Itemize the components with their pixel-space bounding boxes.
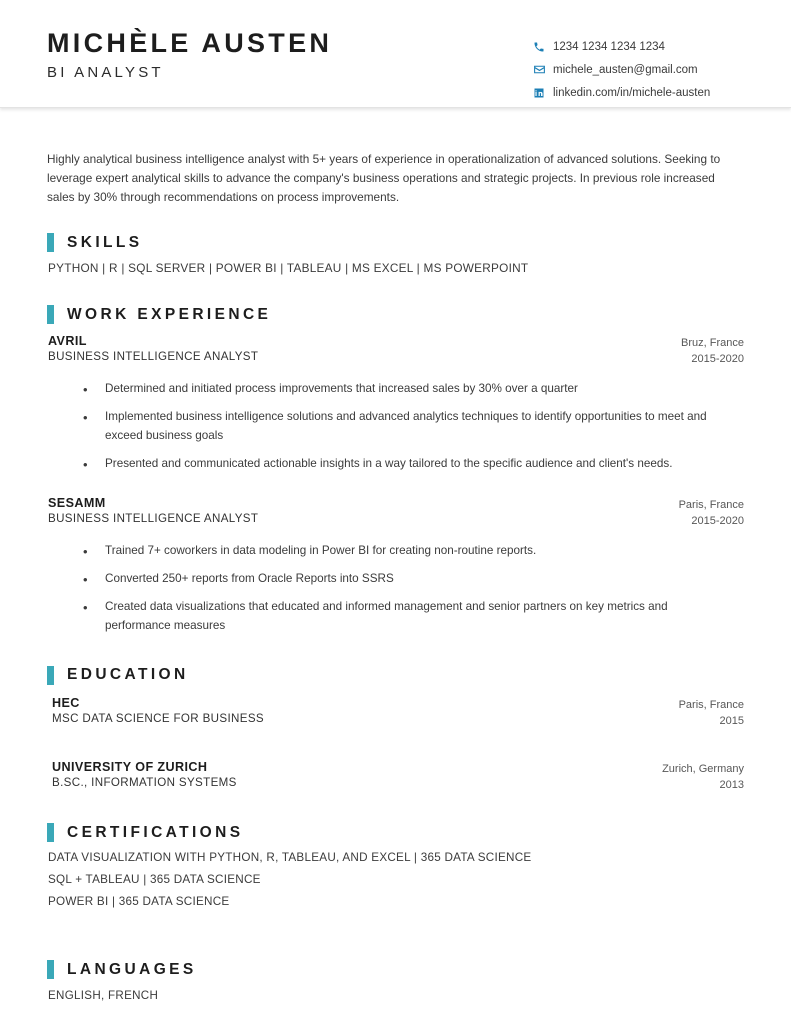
education-school: HEC: [52, 695, 80, 710]
work-bullets: [47, 380, 744, 474]
section-title-work: WORK EXPERIENCE: [67, 305, 272, 323]
work-entry-header: [47, 496, 744, 530]
accent-bar-icon: [47, 666, 54, 685]
list-item: • Presented and communicated actionable insights in a way tailored to the specific audience and client's needs.: [83, 455, 723, 474]
section-header-work: [47, 305, 744, 324]
education-entry-header: [47, 760, 744, 794]
work-entry: [47, 334, 744, 474]
section-header-languages: [47, 960, 744, 979]
name-block: [47, 28, 332, 81]
education-location: Zurich, Germany: [662, 762, 744, 775]
candidate-name: MICHÈLE AUSTEN: [47, 28, 333, 58]
work-location: Bruz, France: [681, 337, 744, 350]
work-location: Paris, France: [678, 499, 744, 512]
section-header-education: [47, 666, 744, 685]
section-skills: [47, 233, 744, 275]
work-entry-header: [47, 334, 744, 368]
section-title-education: EDUCATION: [67, 666, 189, 684]
education-entry-left: [47, 760, 237, 789]
education-location: Paris, France: [678, 698, 744, 711]
work-bullets: [47, 542, 744, 636]
work-company: AVRIL: [48, 334, 87, 349]
accent-bar-icon: [47, 305, 54, 324]
professional-summary: Highly analytical business intelligence analyst with 5+ years of experience in operationalization of advanced solutions. Seeking to leverage expert analytical skills to advance the company's business operations and strategic projects. In previous role increased sales by 30% through recommendations on process improvements.: [47, 152, 721, 205]
section-header-skills: [47, 233, 744, 252]
list-item: DATA VISUALIZATION WITH PYTHON, R, TABLEAU, AND EXCEL | 365 DATA SCIENCE: [48, 851, 532, 865]
languages-list: ENGLISH, FRENCH: [48, 989, 159, 1003]
education-entry-header: [47, 696, 744, 730]
education-entry-left: [47, 696, 264, 725]
work-dates: 2015-2020: [691, 353, 744, 366]
education-degree: B.SC., INFORMATION SYSTEMS: [52, 775, 237, 789]
education-dates: 2015: [719, 714, 744, 727]
accent-bar-icon: [47, 960, 54, 979]
resume-body: [0, 150, 791, 1002]
list-item: • Created data visualizations that educated and informed management and senior partners on key metrics and performance measures: [83, 598, 723, 636]
list-item: • Implemented business intelligence solutions and advanced analytics techniques to identify opportunities to meet and exceed business goals: [83, 408, 723, 446]
section-work-experience: [47, 305, 744, 635]
candidate-job-title: BI ANALYST: [47, 64, 164, 82]
contact-linkedin[interactable]: [533, 82, 710, 103]
section-certifications: [47, 823, 744, 908]
linkedin-icon: [533, 87, 553, 99]
resume-header: [0, 0, 791, 108]
work-entry-left: [47, 334, 258, 363]
work-entry-left: [47, 496, 258, 525]
work-dates: 2015-2020: [691, 514, 744, 527]
contact-list: [533, 36, 710, 105]
section-education: [47, 666, 744, 794]
accent-bar-icon: [47, 823, 54, 842]
education-entry: [47, 696, 744, 730]
work-entry-meta: [679, 496, 744, 530]
work-company: SESAMM: [48, 496, 106, 511]
list-item: • Determined and initiated process improvements that increased sales by 30% over a quarter: [83, 380, 723, 399]
education-entry-meta: [679, 696, 744, 730]
list-item: • Trained 7+ coworkers in data modeling in Power BI for creating non-routine reports.: [83, 542, 723, 561]
skills-list: PYTHON | R | SQL SERVER | POWER BI | TABLEAU | MS EXCEL | MS POWERPOINT: [48, 261, 529, 276]
list-item: • Converted 250+ reports from Oracle Reports into SSRS: [83, 570, 723, 589]
section-languages: [47, 960, 744, 1002]
email-text: michele_austen@gmail.com: [553, 63, 698, 76]
contact-email: [533, 59, 710, 80]
education-school: UNIVERSITY OF ZURICH: [52, 759, 208, 774]
contact-phone: [533, 36, 710, 57]
education-dates: 2013: [719, 778, 744, 791]
work-role: BUSINESS INTELLIGENCE ANALYST: [48, 350, 259, 364]
section-title-skills: SKILLS: [67, 233, 143, 251]
list-item: POWER BI | 365 DATA SCIENCE: [48, 895, 230, 909]
certifications-list: [47, 851, 744, 908]
section-header-certifications: [47, 823, 744, 842]
accent-bar-icon: [47, 233, 54, 252]
education-entry-meta: [662, 760, 744, 794]
section-title-languages: LANGUAGES: [67, 960, 197, 978]
phone-text: 1234 1234 1234 1234: [553, 40, 665, 53]
work-role: BUSINESS INTELLIGENCE ANALYST: [48, 512, 259, 526]
phone-icon: [533, 41, 553, 53]
list-item: SQL + TABLEAU | 365 DATA SCIENCE: [48, 873, 261, 887]
email-icon: [533, 63, 553, 76]
section-title-certifications: CERTIFICATIONS: [67, 823, 244, 841]
work-entry-meta: [681, 334, 744, 368]
education-entry: [47, 760, 744, 794]
linkedin-text: linkedin.com/in/michele-austen: [553, 86, 711, 99]
education-degree: MSC DATA SCIENCE FOR BUSINESS: [52, 711, 264, 725]
work-entry: [47, 496, 744, 636]
